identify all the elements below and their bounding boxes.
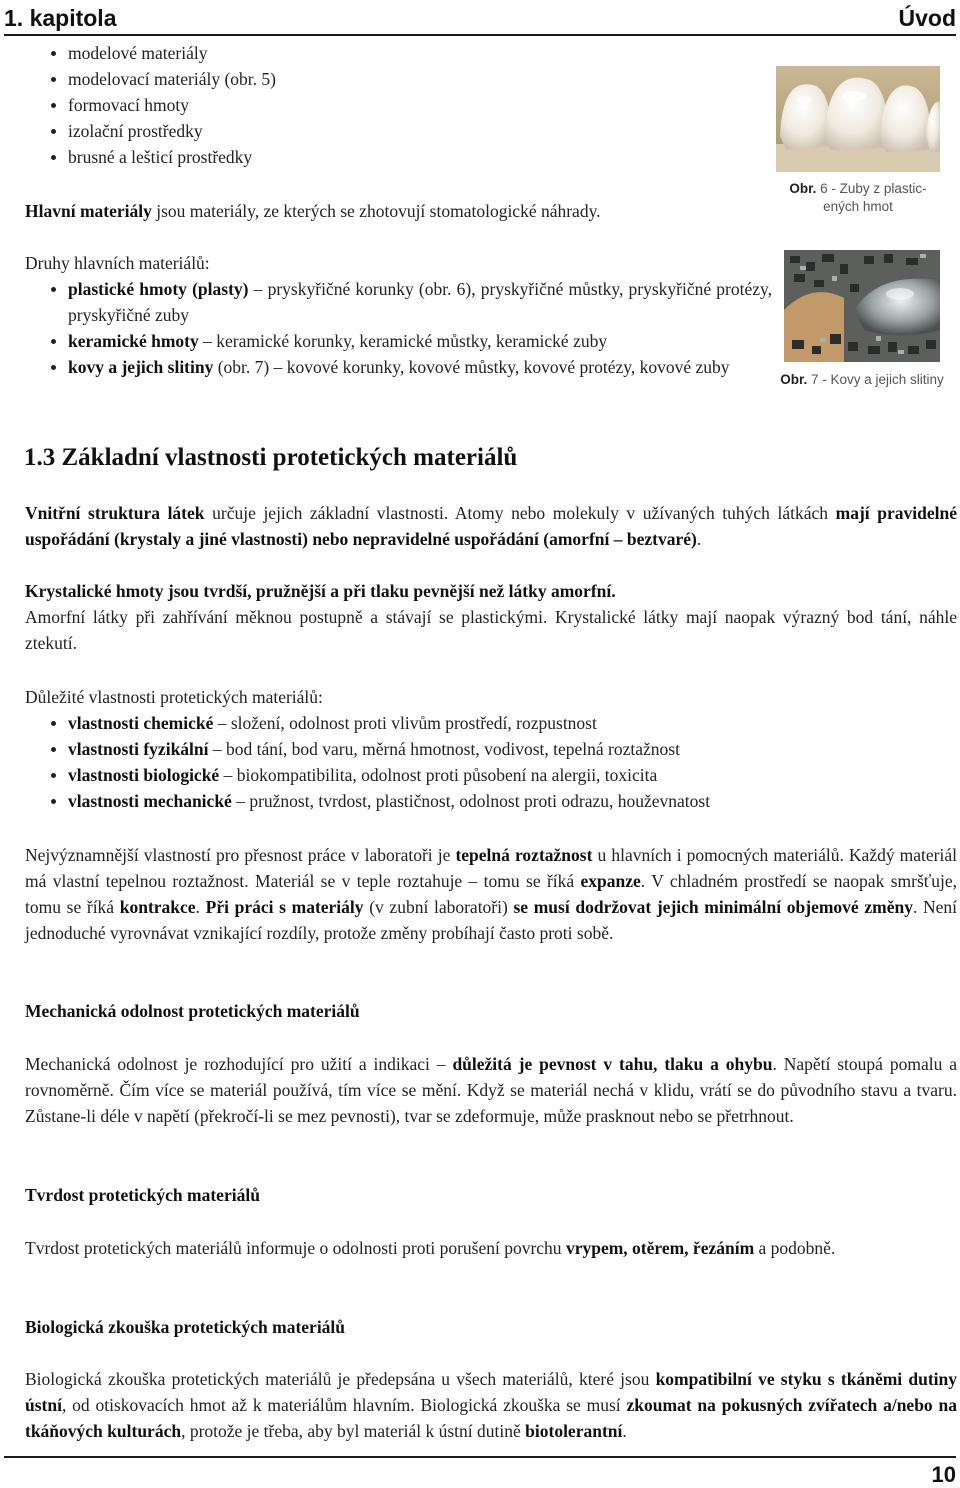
section-label: Úvod bbox=[898, 5, 956, 31]
list-item: vlastnosti mechanické – pružnost, tvrdost, plastičnost, odolnost proti odrazu, houževnatost bbox=[4, 788, 957, 814]
types-block bbox=[4, 250, 772, 380]
list-item: vlastnosti fyzikální – bod tání, bod varu, měrná hmotnost, vodivost, tepelná roztažnost bbox=[4, 736, 957, 762]
list-item: vlastnosti chemické – složení, odolnost proti vlivům prostředí, rozpustnost bbox=[4, 710, 957, 736]
subheading: Tvrdost protetických materiálů bbox=[25, 1185, 260, 1205]
biological-heading-block bbox=[4, 1314, 957, 1340]
list-item: formovací hmoty bbox=[4, 92, 764, 118]
subheading: Biologická zkouška protetických materiálů bbox=[25, 1317, 346, 1337]
page-header bbox=[4, 0, 956, 36]
paragraph: Krystalické hmoty jsou tvrdší, pružnější a při tlaku pevnější než látky amorfní. bbox=[25, 581, 616, 601]
subheading: Mechanická odolnost protetických materiálů bbox=[25, 1001, 360, 1021]
hardness-paragraph: Tvrdost protetických materiálů informuje o odolnosti proti porušení povrchu vrypem, otěrem, řezáním a podobně. bbox=[25, 1238, 836, 1258]
top-list-block bbox=[4, 40, 764, 170]
list-item: kovy a jejich slitiny (obr. 7) – kovové korunky, kovové můstky, kovové protézy, kovové zuby bbox=[4, 354, 772, 380]
list-item: plastické hmoty (plasty) – pryskyřičné korunky (obr. 6), pryskyřičné můstky, pryskyřičné protézy, pryskyřičné zuby bbox=[4, 276, 772, 328]
page-number: 10 bbox=[4, 1456, 956, 1488]
paragraph: Amorfní látky při zahřívání měknou postupně a stávají se plastickými. Krystalické látky mají naopak výrazný bod tání, náhle ztekutí. bbox=[25, 607, 957, 653]
properties-block bbox=[4, 684, 957, 814]
list-item: modelové materiály bbox=[4, 40, 764, 66]
section-heading: 1.3 Základní vlastnosti protetických materiálů bbox=[24, 444, 518, 471]
list-item: vlastnosti biologické – biokompatibilita, odolnost proti působení na alergii, toxicita bbox=[4, 762, 957, 788]
main-materials-paragraph: Hlavní materiály jsou materiály, ze kterých se zhotovují stomatologické náhrady. bbox=[25, 201, 601, 221]
structure-block bbox=[4, 500, 957, 656]
hardness-heading-block bbox=[4, 1182, 957, 1208]
paragraph: Vnitřní struktura látek určuje jejich základní vlastnosti. Atomy nebo molekuly v užívaných tuhých látkách mají pravidelné uspořádání (krystaly a jiné vlastnosti) nebo nepravidelné uspořádání (amorfní – beztvaré). bbox=[25, 503, 957, 549]
properties-intro: Důležité vlastnosti protetických materiálů: bbox=[25, 687, 323, 707]
biological-paragraph: Biologická zkouška protetických materiálů je předepsána u všech materiálů, které jsou kompatibilní ve styku s tkáněmi dutiny ústní, od otiskovacích hmot až k materiálům hlavním. Biologická zkouška se musí zkoumat na pokusných zvířatech a/nebo na tkáňových kulturách, protože je třeba, aby byl materiál k ústní dutině biotolerantní. bbox=[25, 1369, 958, 1441]
metal-alloys-photo bbox=[784, 250, 940, 362]
figure-caption-6: Obr. 6 - Zuby z plastic-ených hmot bbox=[789, 181, 927, 214]
chapter-label: 1. kapitola bbox=[4, 5, 117, 31]
expansion-paragraph: Nejvýznamnější vlastností pro přesnost práce v laboratoři je tepelná roztažnost u hlavních i pomocných materiálů. Každý materiál má vlastní tepelnou roztažnost. Materiál se v teple roztahuje – tomu se říká expanze. V chladném prostředí se naopak smršťuje, tomu se říká kontrakce. Při práci s materiály (v zubní laboratoři) se musí dodržovat jejich minimální objemové změny. Není jednoduché vyrovnávat vznikající rozdíly, protože změny probíhají často proti sobě. bbox=[25, 845, 958, 943]
mechanical-paragraph: Mechanická odolnost je rozhodující pro užití a indikaci – důležitá je pevnost v tahu, tlaku a ohybu. Napětí stoupá pomalu a rovnoměrně. Čím více se materiál používá, tím více se mění. Když se materiál nechá v klidu, vrátí se do původního stavu a tvaru. Zůstane-li déle v napětí (překročí-li se mez pevnosti), tvar se zdeformuje, může prasknout nebo se přetrhnout. bbox=[25, 1054, 957, 1126]
list-item: brusné a lešticí prostředky bbox=[4, 144, 764, 170]
types-list bbox=[4, 276, 772, 380]
material-list bbox=[4, 40, 764, 170]
figure-caption-7: Obr. 7 - Kovy a jejich slitiny bbox=[780, 372, 944, 387]
properties-list bbox=[4, 710, 957, 814]
plastic-teeth-photo bbox=[776, 66, 940, 172]
types-intro: Druhy hlavních materiálů: bbox=[25, 253, 210, 273]
list-item: modelovací materiály (obr. 5) bbox=[4, 66, 764, 92]
list-item: izolační prostředky bbox=[4, 118, 764, 144]
mechanical-heading-block bbox=[4, 998, 957, 1024]
term-main-materials: Hlavní materiály bbox=[25, 201, 152, 221]
list-item: keramické hmoty – keramické korunky, keramické můstky, keramické zuby bbox=[4, 328, 772, 354]
